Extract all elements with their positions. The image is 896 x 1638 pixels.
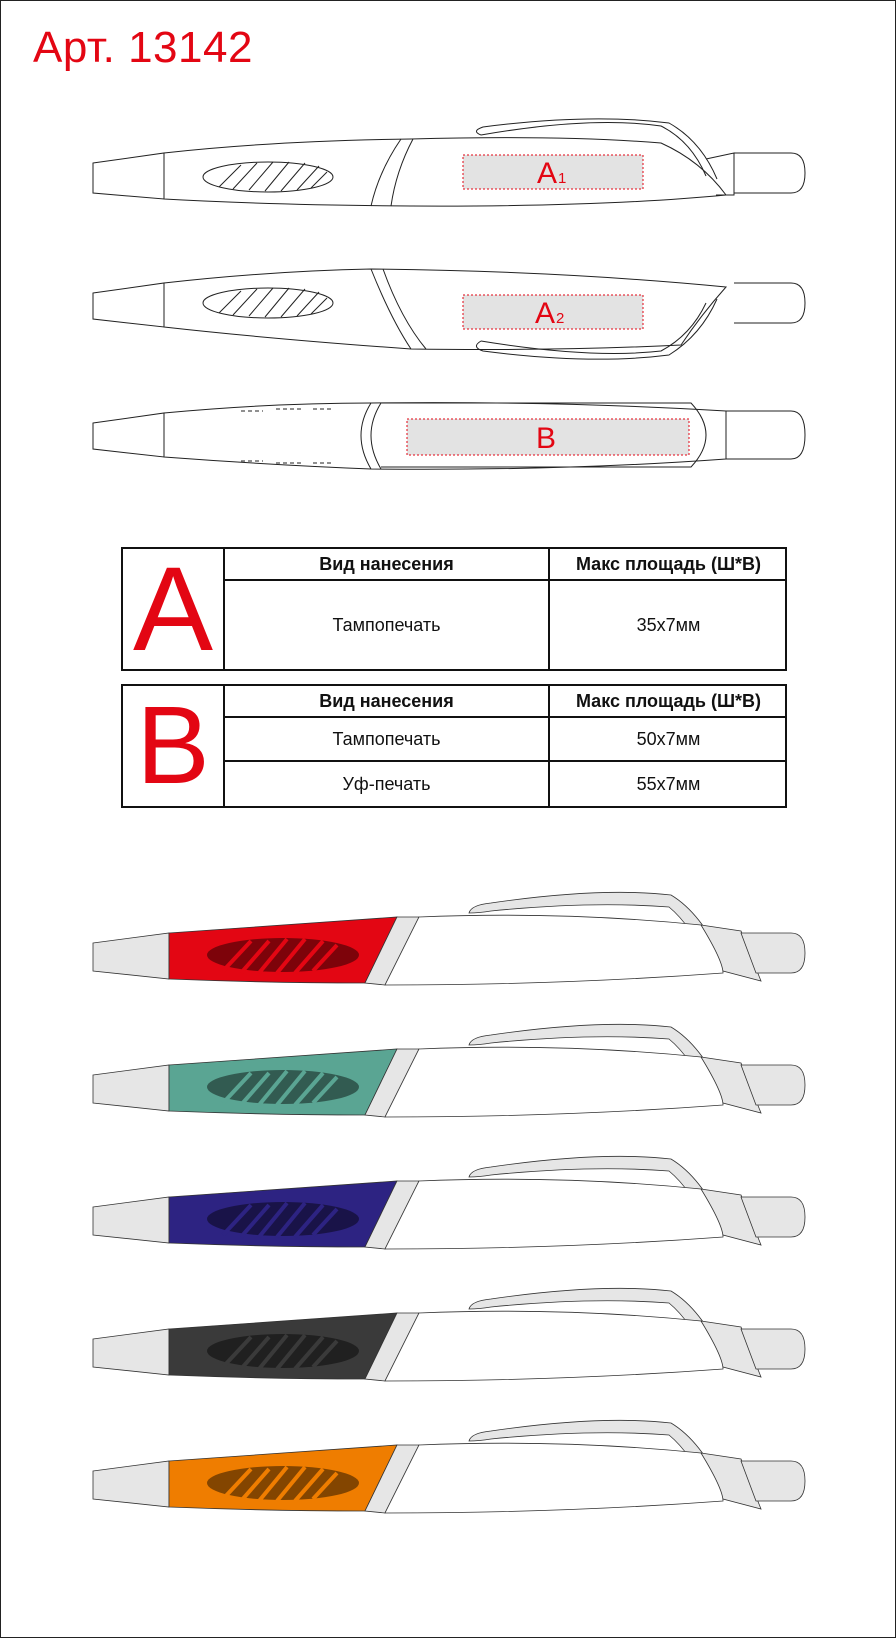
table-b-header-area: Макс площадь (Ш*В)	[550, 686, 787, 718]
print-table-a	[121, 542, 787, 676]
table-b-row2-method: Уф-печать	[225, 762, 550, 806]
print-table-b	[121, 684, 787, 808]
print-area-b-letter: B	[536, 422, 557, 455]
pen-variant-orange	[1, 1419, 896, 1519]
pen-drawing-a2	[1, 269, 896, 379]
print-area-a1-letter: A	[537, 157, 558, 190]
pen-drawing-a1	[1, 121, 896, 231]
table-b-row2-area: 55x7мм	[636, 773, 701, 794]
table-a-header-method: Вид нанесения	[225, 549, 550, 581]
pen-variant-red	[1, 891, 896, 991]
table-a-row-area: 35x7мм	[636, 614, 701, 635]
article-title: Арт. 13142	[33, 23, 253, 72]
table-a-header-area: Макс площадь (Ш*В)	[550, 549, 787, 581]
table-b-row1-area: 50x7мм	[550, 718, 787, 762]
table-a-letter: A	[123, 549, 225, 669]
print-area-a2-letter: A	[535, 297, 556, 330]
table-b-row1-method: Тампопечать	[225, 718, 550, 762]
pen-drawing-b	[1, 399, 896, 479]
table-a-row-method: Тампопечать	[225, 581, 550, 669]
table-b-header-method: Вид нанесения	[225, 686, 550, 718]
print-area-a2-sub: 2	[556, 310, 565, 327]
pen-variant-navy	[1, 1155, 896, 1255]
pen-variant-black	[1, 1287, 896, 1387]
pen-variant-teal	[1, 1023, 896, 1123]
print-area-a1-sub: 1	[558, 170, 567, 187]
table-b-letter: B	[123, 686, 225, 806]
